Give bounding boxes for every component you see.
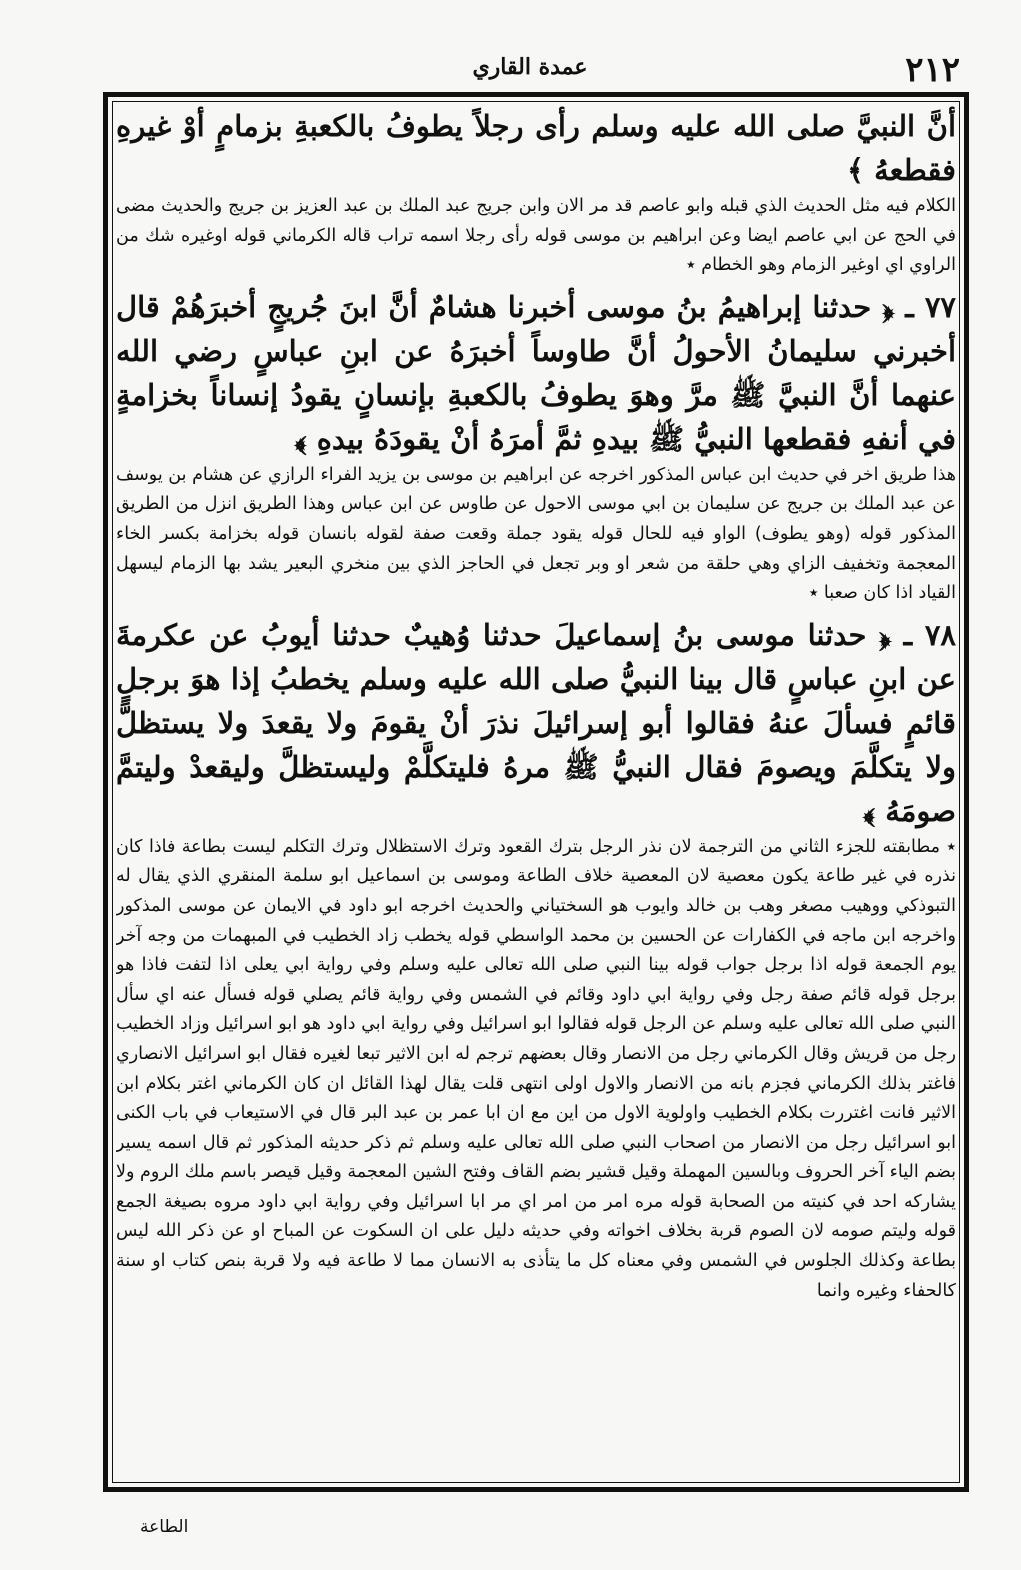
running-title: عمدة القاري [472,54,588,80]
hadith-text: ٧٧ ـ ﴿ حدثنا إبراهيمُ بنُ موسى أخبرنا هشامٌ أنَّ ابنَ جُريجٍ أخبرَهُمْ قال أخبرني سليمانُ الأحولُ أنَّ طاوساً أخبرَهُ عن ابنِ عباسٍ رضي الله عنهما أنَّ النبيَّ ﷺ مرَّ وهوَ يطوفُ بالكعبةِ بإنسانٍ يقودُ إنساناً بخزامةٍ في أنفهِ فقطعها النبيُّ ﷺ بيدهِ ثمَّ أمرَهُ أنْ يقودَهُ بيدهِ ﴾ [116,289,956,456]
page-number: ٢١٢ [905,50,960,90]
commentary-text: هذا طريق اخر في حديث ابن عباس المذكور اخرجه عن ابراهيم بن موسى بن يزيد الفراء الرازي عن هشام بن يوسف عن عبد الملك بن جريج عن سليمان بن ابي موسى الاحول عن طاوس عن ابن عباس وهذا الطريق انزل من الطريق المذكور قوله (وهو يطوف) الواو فيه للحال قوله يقود جملة وقعت صفة لقوله بانسان قوله بخزامة بكسر الخاء المعجمة وتخفيف الزاي وهي حلقة من شعر او وبر تجعل في الحاجز الذي بين منخري البعير يشد بها الزمام ليسهل القياد اذا كان صعبا ٭ [116,464,956,604]
page-header [100,50,960,88]
hadith-text: ٧٨ ـ ﴿ حدثنا موسى بنُ إسماعيلَ حدثنا وُهيبٌ حدثنا أيوبُ عن عكرمةَ عن ابنِ عباسٍ قال بينا النبيُّ صلى الله عليه وسلم يخطبُ إذا هوَ برجلٍ قائمٍ فسألَ عنهُ فقالوا أبو إسرائيلَ نذرَ أنْ يقومَ ولا يقعدَ ولا يستظلَّ ولا يتكلَّمَ ويصومَ فقال النبيُّ ﷺ مرهُ فليتكلَّمْ وليستظلَّ وليقعدْ وليتمَّ صومَهُ ﴾ [116,617,956,828]
catchword: الطاعة [140,1517,189,1537]
commentary-text: الكلام فيه مثل الحديث الذي قبله وابو عاصم قد مر الان وابن جريج عبد الملك بن عبد العزيز بن جريج والحديث مضى في الحج عن ابي عاصم ايضا وعن ابراهيم بن موسى قوله رأى رجلا اسمه تراب قاله الكرماني قوله اوغيره شك من الراوي اي اوغير الزمام وهو الخطام ٭ [116,196,956,276]
page-body [116,104,956,1480]
hadith-text: أنَّ النبيَّ صلى الله عليه وسلم رأى رجلاً يطوفُ بالكعبةِ بزمامٍ أوْ غيرهِ فقطعهُ ﴾ [116,109,956,187]
commentary-text: ٭ مطابقته للجزء الثاني من الترجمة لان نذر الرجل بترك القعود وترك الاستظلال وترك التكلم ليست بطاعة فاذا كان نذره في غير طاعة يكون معصية لان المعصية خلاف الطاعة وموسى بن اسماعيل ابو سلمة المنقري الذي يقال له التبوذكي ووهيب مصغر وهب بن خالد وايوب هو السختياني والحديث اخرجه ابو داود في الايمان عن موسى المذكور واخرجه ابن ماجه في الكفارات عن الحسين بن محمد الواسطي قوله يخطب زاد الخطيب في المبهمات من وجه آخر يوم الجمعة قوله اذا برجل جواب قوله بينا النبي صلى الله تعالى عليه وسلم وفي رواية ابي يعلى اذا لتفت فاذا هو برجل قوله قائم صفة رجل وفي رواية ابي داود وقائم في الشمس وفي رواية قائم يصلي قوله فسأل عنه اي سأل النبي صلى الله تعالى عليه وسلم عن الرجل قوله فقالوا ابو اسرائيل وفي رواية ابي داود هو ابو اسرائيل وزاد الخطيب رجل من قريش وقال الكرماني رجل من الانصار وقال بعضهم ترجم له ابن الاثير تبعا لغيره فقال ابو اسرائيل الانصاري فاغتر بذلك الكرماني فجزم بانه من الانصار والاول اولى انتهى قلت يقال لهذا القائل ان كان الكرماني اغتر بكلام ابن الاثير فانت اغتررت بكلام الخطيب واولوية الاول من اين مع ان ابا عمر بن عبد البر قال في الاستيعاب في باب الكنى ابو اسرائيل رجل من الانصار من اصحاب النبي صلى الله تعالى عليه وسلم ثم ذكر حديثه المذكور ثم قال اسمه يسير بضم الياء آخر الحروف وبالسين المهملة وقيل قشير بضم القاف وفتح الشين المعجمة وقيل قيصر باسم ملك الروم ولا يشاركه احد في كنيته من الصحابة قوله مره امر من امر اي مر ابا اسرائيل وفي رواية ابي داود مروه بصيغة الجمع قوله وليتم صومه لان الصوم قربة بخلاف اخواته وفي حديثه دليل على ان السكوت عن المباح او عن ذكر الله ليس بطاعة وكذلك الجلوس في الشمس وفي معناه كل ما يتأذى به الانسان مما لا طاعة فيه ولا قربة بنص كتاب او سنة كالحفاء وغيره وانما [116,836,956,1301]
